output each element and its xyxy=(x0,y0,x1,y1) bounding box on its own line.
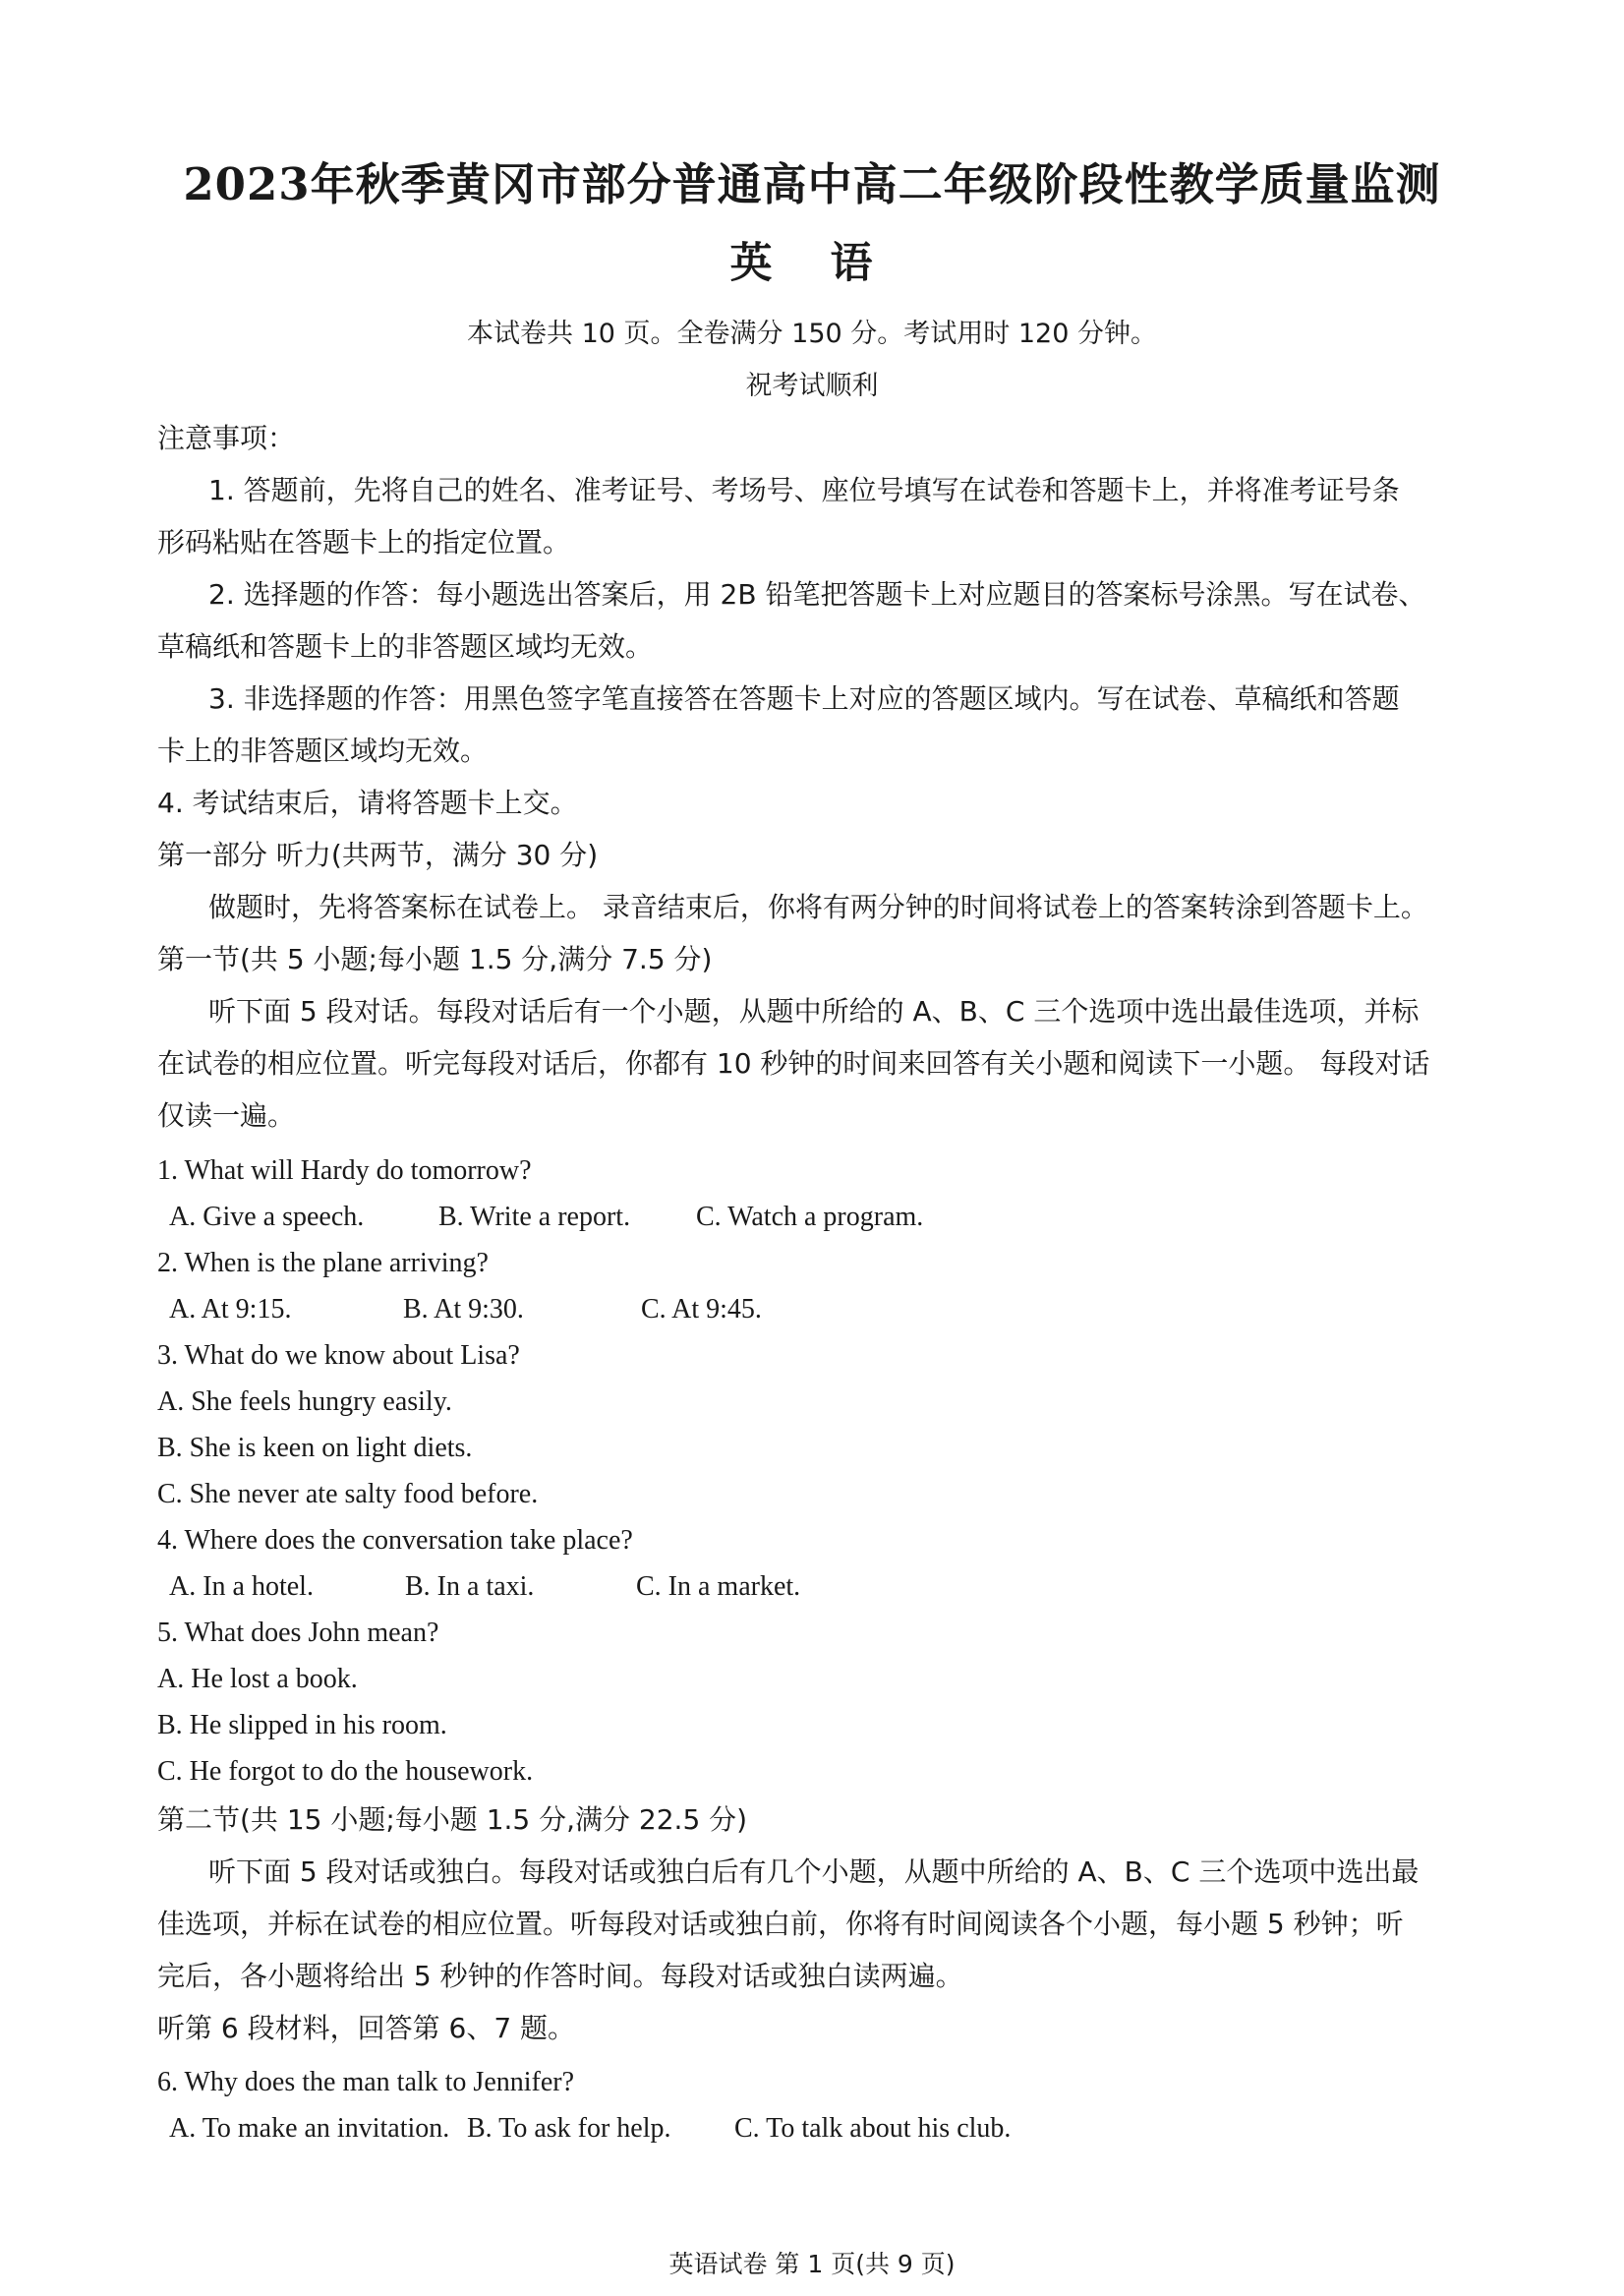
note-1-line-1: 1. 答题前，先将自己的姓名、准考证号、考场号、座位号填写在试卷和答题卡上，并将准考证号条 xyxy=(208,474,1400,506)
option-a: A. At 9:15. xyxy=(169,1294,292,1325)
option-a: A. In a hotel. xyxy=(169,1571,314,1602)
section2-instruction-1: 听下面 5 段对话或独白。每段对话或独白后有几个小题，从题中所给的 A、B、C 三个选项中选出最 xyxy=(208,1855,1420,1888)
option-a: A. To make an invitation. xyxy=(169,2113,450,2144)
question-2: 2. When is the plane arriving? xyxy=(157,1248,489,1278)
question-3: 3. What do we know about Lisa? xyxy=(157,1340,520,1371)
note-2-line-1: 2. 选择题的作答：每小题选出答案后，用 2B 铅笔把答题卡上对应题目的答案标号涂黑。写在试卷、 xyxy=(208,578,1426,611)
option-c: C. At 9:45. xyxy=(641,1294,762,1325)
question-6-options xyxy=(0,2111,1624,2147)
question-2-options xyxy=(0,1292,1624,1327)
question-4: 4. Where does the conversation take place? xyxy=(157,1525,633,1556)
exam-wish: 祝考试顺利 xyxy=(745,371,879,401)
option-c: C. In a market. xyxy=(636,1571,801,1602)
question-5: 5. What does John mean? xyxy=(157,1618,439,1648)
question-1-options xyxy=(0,1200,1624,1235)
option-a: A. Give a speech. xyxy=(169,1202,365,1232)
section2-instruction-3: 完后，各小题将给出 5 秒钟的作答时间。每段对话或独白读两遍。 xyxy=(157,1960,963,1992)
option-b: B. In a taxi. xyxy=(405,1571,535,1602)
note-2-line-2: 草稿纸和答题卡上的非答题区域均无效。 xyxy=(157,630,654,663)
section1-instruction-1: 听下面 5 段对话。每段对话后有一个小题，从题中所给的 A、B、C 三个选项中选出最佳选项，并标 xyxy=(208,995,1420,1028)
notes-heading: 注意事项： xyxy=(157,422,296,454)
exam-info: 本试卷共 10 页。全卷满分 150 分。考试用时 120 分钟。 xyxy=(467,319,1157,349)
option-b: B. To ask for help. xyxy=(467,2113,671,2144)
question-3-option-a: A. She feels hungry easily. xyxy=(157,1386,452,1417)
question-1: 1. What will Hardy do tomorrow? xyxy=(157,1155,532,1186)
note-3-line-2: 卡上的非答题区域均无效。 xyxy=(157,735,489,767)
question-5-option-b: B. He slipped in his room. xyxy=(157,1710,447,1740)
option-b: B. Write a report. xyxy=(438,1202,631,1232)
page-footer: 英语试卷 第 1 页(共 9 页) xyxy=(668,2250,956,2278)
option-c: C. Watch a program. xyxy=(696,1202,924,1232)
section1-instruction-2: 在试卷的相应位置。听完每段对话后，你都有 10 秒钟的时间来回答有关小题和阅读下一小题。 每段对话 xyxy=(157,1047,1430,1080)
material-6-heading: 听第 6 段材料，回答第 6、7 题。 xyxy=(157,2012,576,2044)
section1-instruction-3: 仅读一遍。 xyxy=(157,1099,296,1132)
question-3-option-b: B. She is keen on light diets. xyxy=(157,1433,473,1463)
part1-instruction: 做题时，先将答案标在试卷上。 录音结束后，你将有两分钟的时间将试卷上的答案转涂到答题卡上。 xyxy=(208,891,1428,923)
option-b: B. At 9:30. xyxy=(403,1294,524,1325)
option-c: C. To talk about his club. xyxy=(734,2113,1012,2144)
section2-instruction-2: 佳选项，并标在试卷的相应位置。听每段对话或独白前，你将有时间阅读各个小题，每小题 5 秒钟；听 xyxy=(157,1908,1404,1940)
question-4-options xyxy=(0,1569,1624,1605)
question-6: 6. Why does the man talk to Jennifer? xyxy=(157,2067,575,2097)
question-5-option-c: C. He forgot to do the housework. xyxy=(157,1756,534,1787)
part1-heading: 第一部分 听力(共两节，满分 30 分) xyxy=(157,839,599,871)
question-5-option-a: A. He lost a book. xyxy=(157,1664,358,1694)
section2-heading: 第二节(共 15 小题;每小题 1.5 分,满分 22.5 分) xyxy=(157,1803,748,1836)
note-4: 4. 考试结束后，请将答题卡上交。 xyxy=(157,787,578,819)
exam-title: 2023年秋季黄冈市部分普通高中高二年级阶段性教学质量监测 xyxy=(183,158,1441,210)
subject-title: 英 语 xyxy=(729,239,895,288)
question-3-option-c: C. She never ate salty food before. xyxy=(157,1479,539,1509)
note-3-line-1: 3. 非选择题的作答：用黑色签字笔直接答在答题卡上对应的答题区域内。写在试卷、草稿纸和答题 xyxy=(208,682,1400,715)
note-1-line-2: 形码粘贴在答题卡上的指定位置。 xyxy=(157,526,571,559)
section1-heading: 第一节(共 5 小题;每小题 1.5 分,满分 7.5 分) xyxy=(157,943,713,975)
